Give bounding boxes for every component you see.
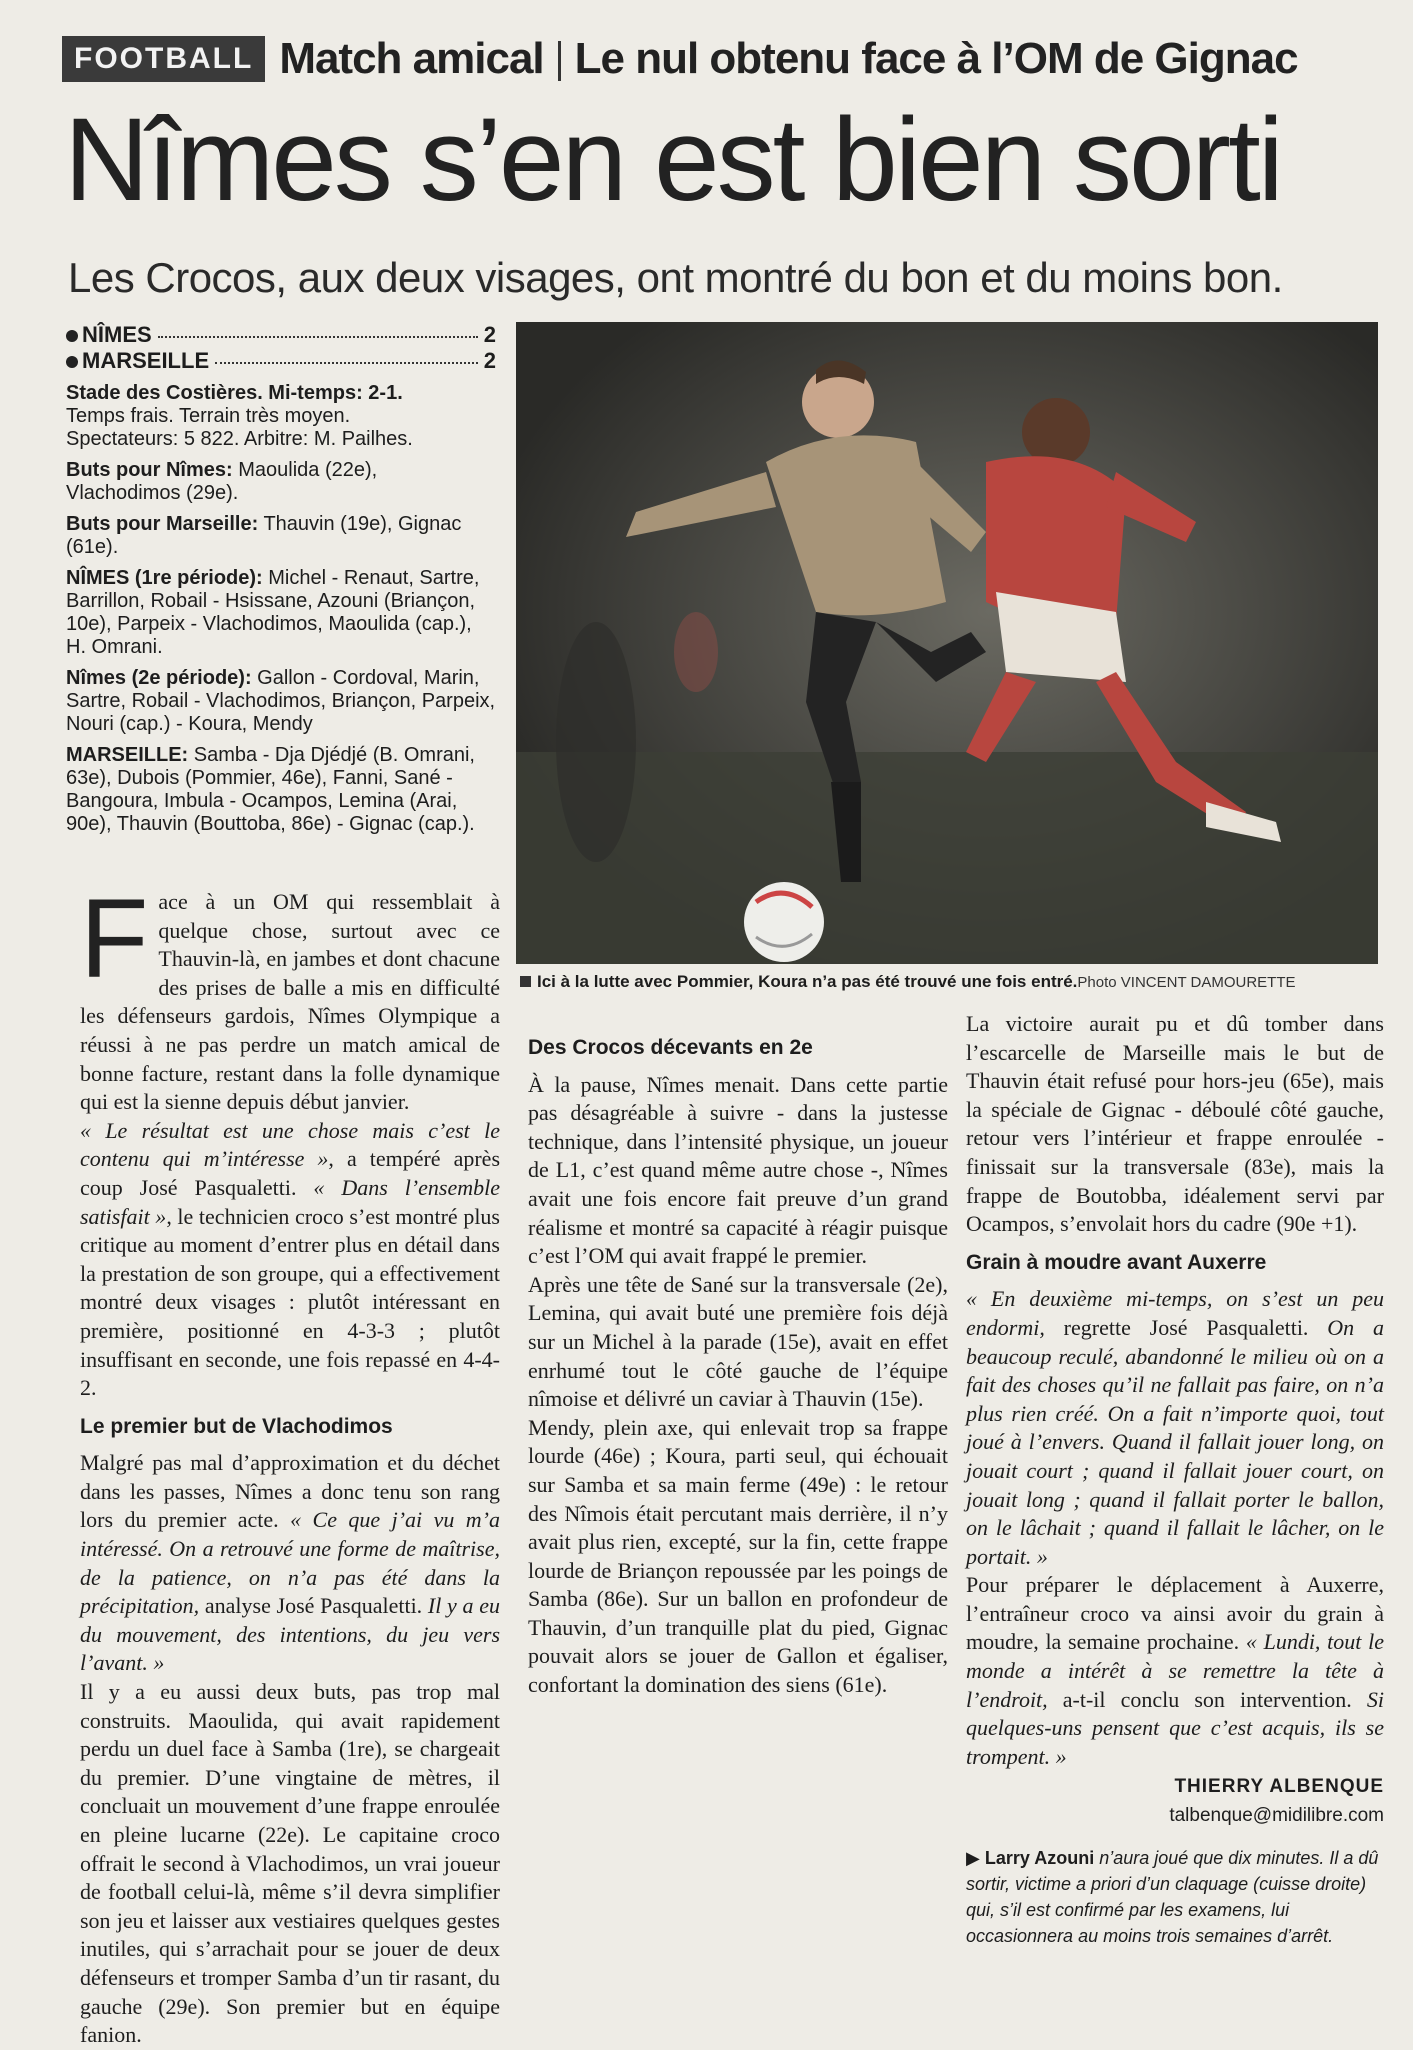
paragraph-text: , le technicien croco s’est montré plus critique au moment d’entrer plus en détail dans la prestation de son groupe, qui a effectivement montré deux visages : plutôt intéressant en première, positionné en 4-3-3 ; plutôt insuffisant en seconde, une fois repassé en 4-4-2. bbox=[80, 1203, 500, 1401]
subheadline: Les Crocos, aux deux visages, ont montré du bon et du moins bon. bbox=[68, 254, 1283, 301]
match-photo bbox=[516, 322, 1378, 964]
quote: On a beaucoup reculé, abandonné le milieu où on a fait des choses qu’il ne fallait pas faire, on n’a plus rien créé. On a fait n’importe quoi, tout joué à l’envers. Quand il fallait jouer long, on jouait court ; quand il fallait jouer court, on jouait long ; quand il fallait porter le ballon, on le lâchait ; quand il fallait le lâcher, on le portait. » bbox=[966, 1314, 1384, 1569]
article-paragraph: À la pause, Nîmes menait. Dans cette partie pas désagréable à suivre - dans la justesse technique, dans l’intensité physique, un joueur de L1, c’est quand même autre chose -, Nîmes avait une fois encore fait preuve d’un grand réalisme et montré sa capacité à réagir puisque c’est l’OM qui avait frappé le premier. bbox=[528, 1071, 948, 1269]
goals-nimes bbox=[66, 459, 496, 505]
section-subtitle: Le premier but de Vlachodimos bbox=[80, 1414, 393, 1438]
article-paragraph: Il y a eu aussi deux buts, pas trop mal construits. Maoulida, qui avait rapidement perdu un duel face à Samba (1re), se chargeait du premier. D’une vingtaine de mètres, il concluait un mouvement d’une frappe enroulée en pleine lucarne (22e). Le capitaine croco offrait le second à Vlachodimos, un vrai joueur de football celui-là, même s’il devra simplifier son jeu et laisser aux vestiaires quelques gestes inutiles, qui s’arrachait pour se jouer de deux défenseurs et tromper Samba d’un tir rasant, du gauche (29e). Son premier but en équipe fanion. bbox=[80, 1679, 500, 2048]
injury-note bbox=[966, 1845, 1384, 1949]
bullet-icon bbox=[66, 330, 78, 342]
kicker-separator bbox=[558, 41, 561, 81]
score-row-marseille bbox=[66, 348, 496, 374]
conditions: Temps frais. Terrain très moyen. bbox=[66, 405, 351, 427]
author-name: THIERRY ALBENQUE bbox=[1174, 1776, 1384, 1798]
dotted-leader bbox=[158, 336, 478, 338]
caption-square-icon bbox=[520, 976, 531, 987]
section-subtitle: Des Crocos décevants en 2e bbox=[528, 1036, 813, 1059]
team-score: 2 bbox=[483, 322, 496, 347]
drop-cap: F bbox=[80, 876, 149, 1001]
spectators: Spectateurs: 5 822. Arbitre: M. Pailhes. bbox=[66, 428, 413, 450]
lineup-text: Michel - Renaut, Sartre, Barrillon, Robail - Hsissane, Azouni (Briançon, 10e), Parpeix - Vlachodimos, Maoulida (cap.), H. Omrani. bbox=[66, 567, 480, 658]
article-column-1 bbox=[80, 876, 501, 2050]
score-row-nimes bbox=[66, 322, 496, 348]
stadium: Stade des Costières. Mi-temps: 2-1. bbox=[66, 382, 403, 404]
paragraph-text: regrette José Pasqualetti. bbox=[1044, 1314, 1328, 1340]
paragraph-text: , a tempéré après coup José Pasqualetti. bbox=[80, 1146, 501, 1200]
article-paragraph: La victoire aurait pu et dû tomber dans l’escarcelle de Marseille mais le but de Thauvin était refusé pour hors-jeu (65e), mais la spéciale de Gignac - déboulé côté gauche, retour vers l’intérieur et frappe enroulée - finissait sur la transversale (83e), mais la frappe de Boutobba, idéalement servi par Ocampos, s’envolait hors du cadre (90e +1). bbox=[966, 1011, 1384, 1237]
kicker-bar bbox=[62, 28, 1362, 90]
article-column-2 bbox=[528, 1024, 948, 1700]
quote: « Lundi, tout le monde a intérêt à se remettre la tête à l’endroit, bbox=[966, 1629, 1384, 1712]
lineup-text: Gallon - Cordoval, Marin, Sartre, Robail - Vlachodimos, Briançon, Parpeix, Nouri (cap.) - Koura, Mendy bbox=[66, 667, 496, 735]
goals-marseille bbox=[66, 513, 496, 559]
triangle-bullet-icon: ▶ bbox=[966, 1847, 985, 1868]
article-paragraph: Mendy, plein axe, qui enlevait trop sa frappe lourde (46e) ; Koura, parti seul, qui échouait sur Samba et sa main ferme (49e) : le retour des Nîmois était percutant mais derrière, il n’y avait plus rien, excepté, sur la fin, cette frappe lourde de Briançon repoussée par les poings de Samba (86e). Sur un ballon en profondeur de Thauvin, d’un tranquille plat du pied, Gignac pouvait alors se jouer de Gallon et égaliser, confortant la domination des siens (61e). bbox=[528, 1414, 948, 1698]
article-column-3 bbox=[966, 1010, 1384, 1949]
paragraph-text: Pour préparer le déplacement à Auxerre, l’entraîneur croco va ainsi avoir du grain à moudre, la semaine prochaine. bbox=[966, 1572, 1384, 1655]
photo-caption bbox=[520, 972, 1380, 992]
lineup-label: Nîmes (2e période): bbox=[66, 667, 252, 689]
lineup-label: NÎMES (1re période): bbox=[66, 567, 263, 589]
paragraph-text: ace à un OM qui ressemblait à quelque chose, surtout avec ce Thauvin-là, en jambes et dont chacune des prises de balle a mis en difficulté les défenseurs gardois, Nîmes Olympique a réussi à ne pas perdre un match amical de bonne facture, restant dans la folle dynamique qui est la sienne depuis début janvier. bbox=[80, 889, 500, 1115]
dotted-leader bbox=[215, 362, 478, 364]
paragraph-text: analyse José Pasqualetti. bbox=[199, 1593, 428, 1619]
article-paragraph: Après une tête de Sané sur la transversale (2e), Lemina, qui avait buté une première fois déjà sur un Michel à la parade (15e), avait en effet enrhumé tout le côté gauche de l’équipe nîmoise et délivré un caviar à Thauvin (15e). bbox=[528, 1271, 948, 1412]
team-score: 2 bbox=[483, 348, 496, 373]
lineup-text: Samba - Dja Djédjé (B. Omrani, 63e), Dubois (Pommier, 46e), Fanni, Sané - Bangoura, Imbula - Ocampos, Lemina (Arai, 90e), Thauvin (Bouttoba, 86e) - Gignac (cap.). bbox=[66, 744, 475, 835]
paragraph-text: a-t-il conclu son intervention. bbox=[1047, 1686, 1367, 1712]
goals-marseille-text: Thauvin (19e), Gignac (61e). bbox=[66, 513, 462, 558]
quote: Si quelques-uns pensent que c’est acquis, ils se trompent. » bbox=[966, 1686, 1384, 1769]
lineup-nimes-1 bbox=[66, 567, 496, 659]
note-text: n’aura joué que dix minutes. Il a dû sortir, victime a priori d’un claquage (cuisse droite) qui, s’il est confirmé par les examens, lui occasionnera au moins trois semaines d’arrêt. bbox=[966, 1847, 1379, 1946]
article-paragraph bbox=[80, 876, 500, 1117]
match-details bbox=[66, 382, 496, 451]
team-name: MARSEILLE bbox=[82, 348, 210, 373]
kicker-text bbox=[279, 34, 1297, 84]
article-paragraph bbox=[80, 1117, 500, 1403]
section-subtitle: Grain à moudre avant Auxerre bbox=[966, 1250, 1267, 1274]
goals-marseille-label: Buts pour Marseille: bbox=[66, 513, 259, 535]
article-paragraph bbox=[966, 1285, 1384, 1571]
rubric-label: FOOTBALL bbox=[62, 36, 265, 82]
lineup-nimes-2 bbox=[66, 667, 496, 736]
bullet-icon bbox=[66, 356, 78, 368]
goals-nimes-label: Buts pour Nîmes: bbox=[66, 459, 233, 481]
goals-nimes-text: Maoulida (22e), Vlachodimos (29e). bbox=[66, 459, 378, 504]
quote: « En deuxième mi-temps, on s’est un peu endormi, bbox=[966, 1286, 1384, 1340]
caption-text: Ici à la lutte avec Pommier, Koura n’a pas été trouvé une fois entré. bbox=[537, 972, 1078, 991]
lineup-label: MARSEILLE: bbox=[66, 744, 189, 766]
quote: « Ce que j’ai vu m’a intéressé. On a retrouvé une forme de maîtrise, de la patience, on n’a pas été dans la précipitation, bbox=[80, 1507, 501, 1619]
photo-credit: Photo VINCENT DAMOURETTE bbox=[1077, 974, 1296, 991]
author-email: talbenque@midilibre.com bbox=[1169, 1805, 1384, 1827]
match-info-box bbox=[66, 322, 496, 836]
article-paragraph bbox=[966, 1571, 1384, 1771]
kicker-left: Match amical bbox=[279, 34, 544, 83]
kicker-right: Le nul obtenu face à l’OM de Gignac bbox=[574, 34, 1298, 83]
lineup-marseille bbox=[66, 744, 496, 836]
headline: Nîmes s’en est bien sorti bbox=[64, 94, 1281, 226]
quote: « Le résultat est une chose mais c’est le contenu qui m’intéresse » bbox=[80, 1117, 500, 1172]
paragraph-text: Malgré pas mal d’approximation et du déchet dans les passes, Nîmes a donc tenu son rang lors du premier acte. bbox=[80, 1450, 500, 1533]
photo-illustration bbox=[516, 322, 1378, 964]
quote: « Dans l’ensemble satisfait » bbox=[80, 1174, 500, 1229]
article-paragraph bbox=[80, 1449, 500, 1678]
note-player-name: Larry Azouni bbox=[984, 1847, 1095, 1868]
team-name: NÎMES bbox=[82, 322, 152, 347]
quote: Il y a eu du mouvement, des intentions, du jeu vers l’avant. » bbox=[80, 1593, 501, 1676]
